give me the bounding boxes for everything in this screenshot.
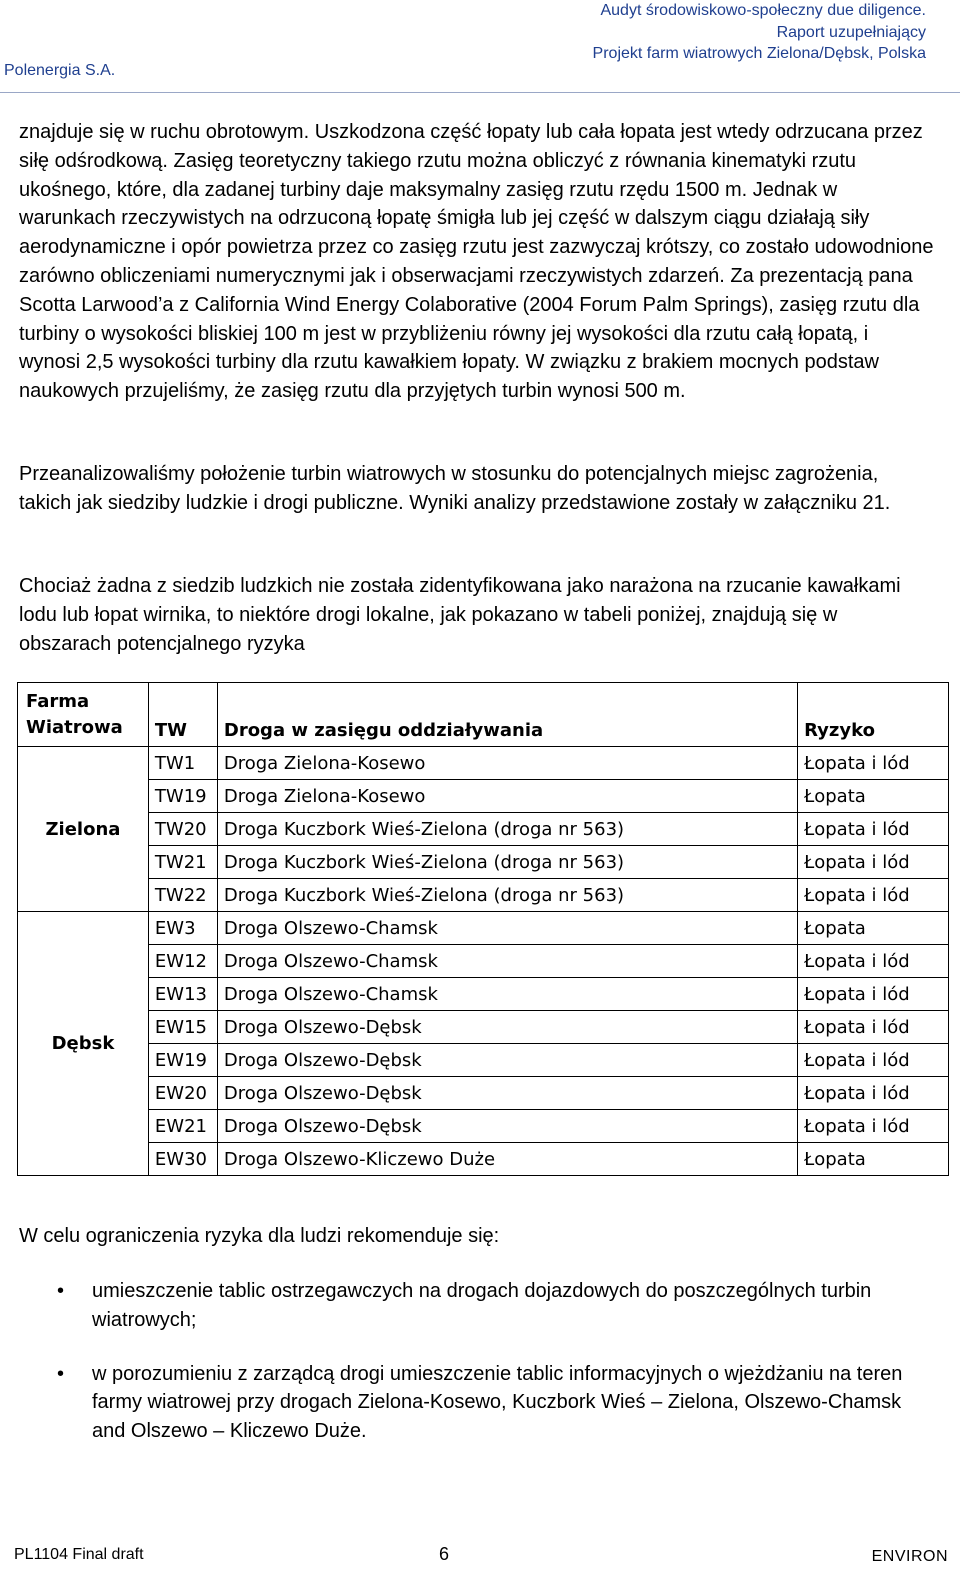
- table-row: [18, 912, 949, 945]
- risk-cell: Łopata i lód: [798, 1011, 949, 1044]
- risk-cell: Łopata: [798, 780, 949, 813]
- table-row: [18, 1011, 949, 1044]
- turbine-cell: TW1: [148, 747, 217, 780]
- table-row: [18, 813, 949, 846]
- turbine-cell: TW21: [148, 846, 217, 879]
- header-company: Polenergia S.A.: [4, 62, 116, 79]
- header-road: Droga w zasięgu oddziaływania: [217, 683, 797, 747]
- risk-cell: Łopata i lód: [798, 1077, 949, 1110]
- road-cell: Droga Olszewo-Chamsk: [217, 978, 797, 1011]
- table-row: [18, 879, 949, 912]
- table-row: [18, 1077, 949, 1110]
- risk-cell: Łopata i lód: [798, 879, 949, 912]
- paragraph-text: Chociaż żadna z siedzib ludzkich nie została zidentyfikowana jako narażona na rzucanie kawałkami lodu lub łopat wirnika, to niektóre drogi lokalne, jak pokazano w tabeli poniżej, znajdują się w obszarach potencjalnego ryzyka: [19, 575, 901, 655]
- table-header-row: [18, 683, 949, 747]
- road-cell: Droga Kuczbork Wieś-Zielona (droga nr 563): [217, 846, 797, 879]
- recommendations-list: [19, 1277, 924, 1471]
- turbine-cell: EW15: [148, 1011, 217, 1044]
- road-cell: Droga Olszewo-Dębsk: [217, 1044, 797, 1077]
- road-cell: Droga Olszewo-Chamsk: [217, 912, 797, 945]
- turbine-cell: TW19: [148, 780, 217, 813]
- road-cell: Droga Kuczbork Wieś-Zielona (droga nr 563): [217, 879, 797, 912]
- header-title-line1: Audyt środowiskowo-społeczny due diligence.: [600, 2, 926, 19]
- turbine-cell: EW21: [148, 1110, 217, 1143]
- bullet-icon: •: [57, 1280, 65, 1302]
- table-row: [18, 846, 949, 879]
- turbine-cell: TW22: [148, 879, 217, 912]
- turbine-cell: EW19: [148, 1044, 217, 1077]
- road-cell: Droga Olszewo-Dębsk: [217, 1110, 797, 1143]
- risk-cell: Łopata i lód: [798, 945, 949, 978]
- risk-cell: Łopata i lód: [798, 1110, 949, 1143]
- turbine-cell: EW20: [148, 1077, 217, 1110]
- header-title-block: [593, 0, 926, 65]
- road-cell: Droga Zielona-Kosewo: [217, 747, 797, 780]
- paragraph-blade-throw: [19, 118, 934, 406]
- risk-cell: Łopata i lód: [798, 1044, 949, 1077]
- turbine-cell: EW13: [148, 978, 217, 1011]
- table-row: [18, 978, 949, 1011]
- list-item-text: w porozumieniu z zarządcą drogi umieszczenie tablic informacyjnych o wjeżdżaniu na teren farmy wiatrowej przy drogach Zielona-Kosewo, Kuczbork Wieś – Zielona, Olszewo-Chamsk and Olszewo – Kliczewo Duże.: [92, 1362, 903, 1443]
- table-row: [18, 780, 949, 813]
- table-row: [18, 945, 949, 978]
- header-title-line3: Projekt farm wiatrowych Zielona/Dębsk, Polska: [592, 45, 926, 62]
- paragraph-analysis: [19, 460, 934, 518]
- turbine-cell: EW12: [148, 945, 217, 978]
- risk-cell: Łopata: [798, 1143, 949, 1176]
- list-item-text: umieszczenie tablic ostrzegawczych na drogach dojazdowych do poszczególnych turbin wiatrowych;: [92, 1280, 872, 1331]
- header-risk: Ryzyko: [798, 683, 949, 747]
- road-cell: Droga Olszewo-Chamsk: [217, 945, 797, 978]
- table-row: [18, 1143, 949, 1176]
- header-farm: [18, 683, 149, 747]
- table-row: [18, 1110, 949, 1143]
- risk-cell: Łopata i lód: [798, 846, 949, 879]
- road-cell: Droga Zielona-Kosewo: [217, 780, 797, 813]
- paragraph-text: znajduje się w ruchu obrotowym. Uszkodzona część łopaty lub cała łopata jest wtedy odrzucana przez siłę odśrodkową. Zasięg teoretyczny takiego rzutu można obliczyć z równania kinematyki rzutu ukośnego, które, dla zadanej turbiny daje maksymalny zasięg rzutu rzędu 1500 m. Jednak w warunkach rzeczywistych na odrzuconą łopatę śmigła lub jej część w dalszym ciągu działają siły aerodynamiczne i opór powietrza przez co zasięg rzutu jest zazwyczaj krótszy, co zostało udowodnione zarówno obliczeniami numerycznymi jak i obserwacjami rzeczywistych zdarzeń. Za prezentacją pana Scotta Larwood’a z California Wind Energy Colaborative (2004 Forum Palm Springs), zasięg rzutu dla turbiny o wysokości bliskiej 100 m jest w przybliżeniu równy jej wysokości dla rzutu całą łopatą, i wynosi 2,5 wysokości turbiny dla rzutu kawałkiem łopaty. W związku z brakiem mocnych podstaw naukowych przujeliśmy, że zasięg rzutu dla przyjętych turbin wynosi 500 m.: [19, 121, 934, 403]
- footer-brand-logo: ENVIRON: [871, 1548, 948, 1565]
- road-cell: Droga Kuczbork Wieś-Zielona (droga nr 563): [217, 813, 797, 846]
- farm-cell: Dębsk: [18, 912, 149, 1176]
- risk-cell: Łopata: [798, 912, 949, 945]
- header-farm-line1: Farma: [26, 691, 90, 712]
- farm-cell: Zielona: [18, 747, 149, 912]
- road-cell: Droga Olszewo-Dębsk: [217, 1011, 797, 1044]
- turbine-cell: EW3: [148, 912, 217, 945]
- risk-table: [17, 682, 949, 1176]
- footer-page-number: 6: [439, 1544, 450, 1564]
- paragraph-text: Przeanalizowaliśmy położenie turbin wiatrowych w stosunku do potencjalnych miejsc zagrożenia, takich jak siedziby ludzkie i drogi publiczne. Wyniki analizy przedstawione zostały w załączniku 21.: [19, 463, 891, 514]
- paragraph-recommendations-intro: [19, 1222, 934, 1251]
- table-row: [18, 747, 949, 780]
- road-cell: Droga Olszewo-Kliczewo Duże: [217, 1143, 797, 1176]
- risk-cell: Łopata i lód: [798, 813, 949, 846]
- header-farm-line2: Wiatrowa: [26, 717, 123, 738]
- footer-doc-id: PL1104 Final draft: [14, 1546, 144, 1563]
- paragraph-risk-roads: [19, 572, 934, 658]
- turbine-cell: EW30: [148, 1143, 217, 1176]
- bullet-icon: •: [57, 1362, 65, 1385]
- header-title-line2: Raport uzupełniający: [776, 23, 926, 41]
- table-row: [18, 1044, 949, 1077]
- header-divider: [0, 92, 960, 93]
- list-item: [19, 1360, 924, 1446]
- header-tw: TW: [148, 683, 217, 747]
- risk-cell: Łopata i lód: [798, 747, 949, 780]
- road-cell: Droga Olszewo-Dębsk: [217, 1077, 797, 1110]
- risk-cell: Łopata i lód: [798, 978, 949, 1011]
- turbine-cell: TW20: [148, 813, 217, 846]
- list-item: [19, 1277, 924, 1335]
- paragraph-text: W celu ograniczenia ryzyka dla ludzi rekomenduje się:: [19, 1225, 500, 1247]
